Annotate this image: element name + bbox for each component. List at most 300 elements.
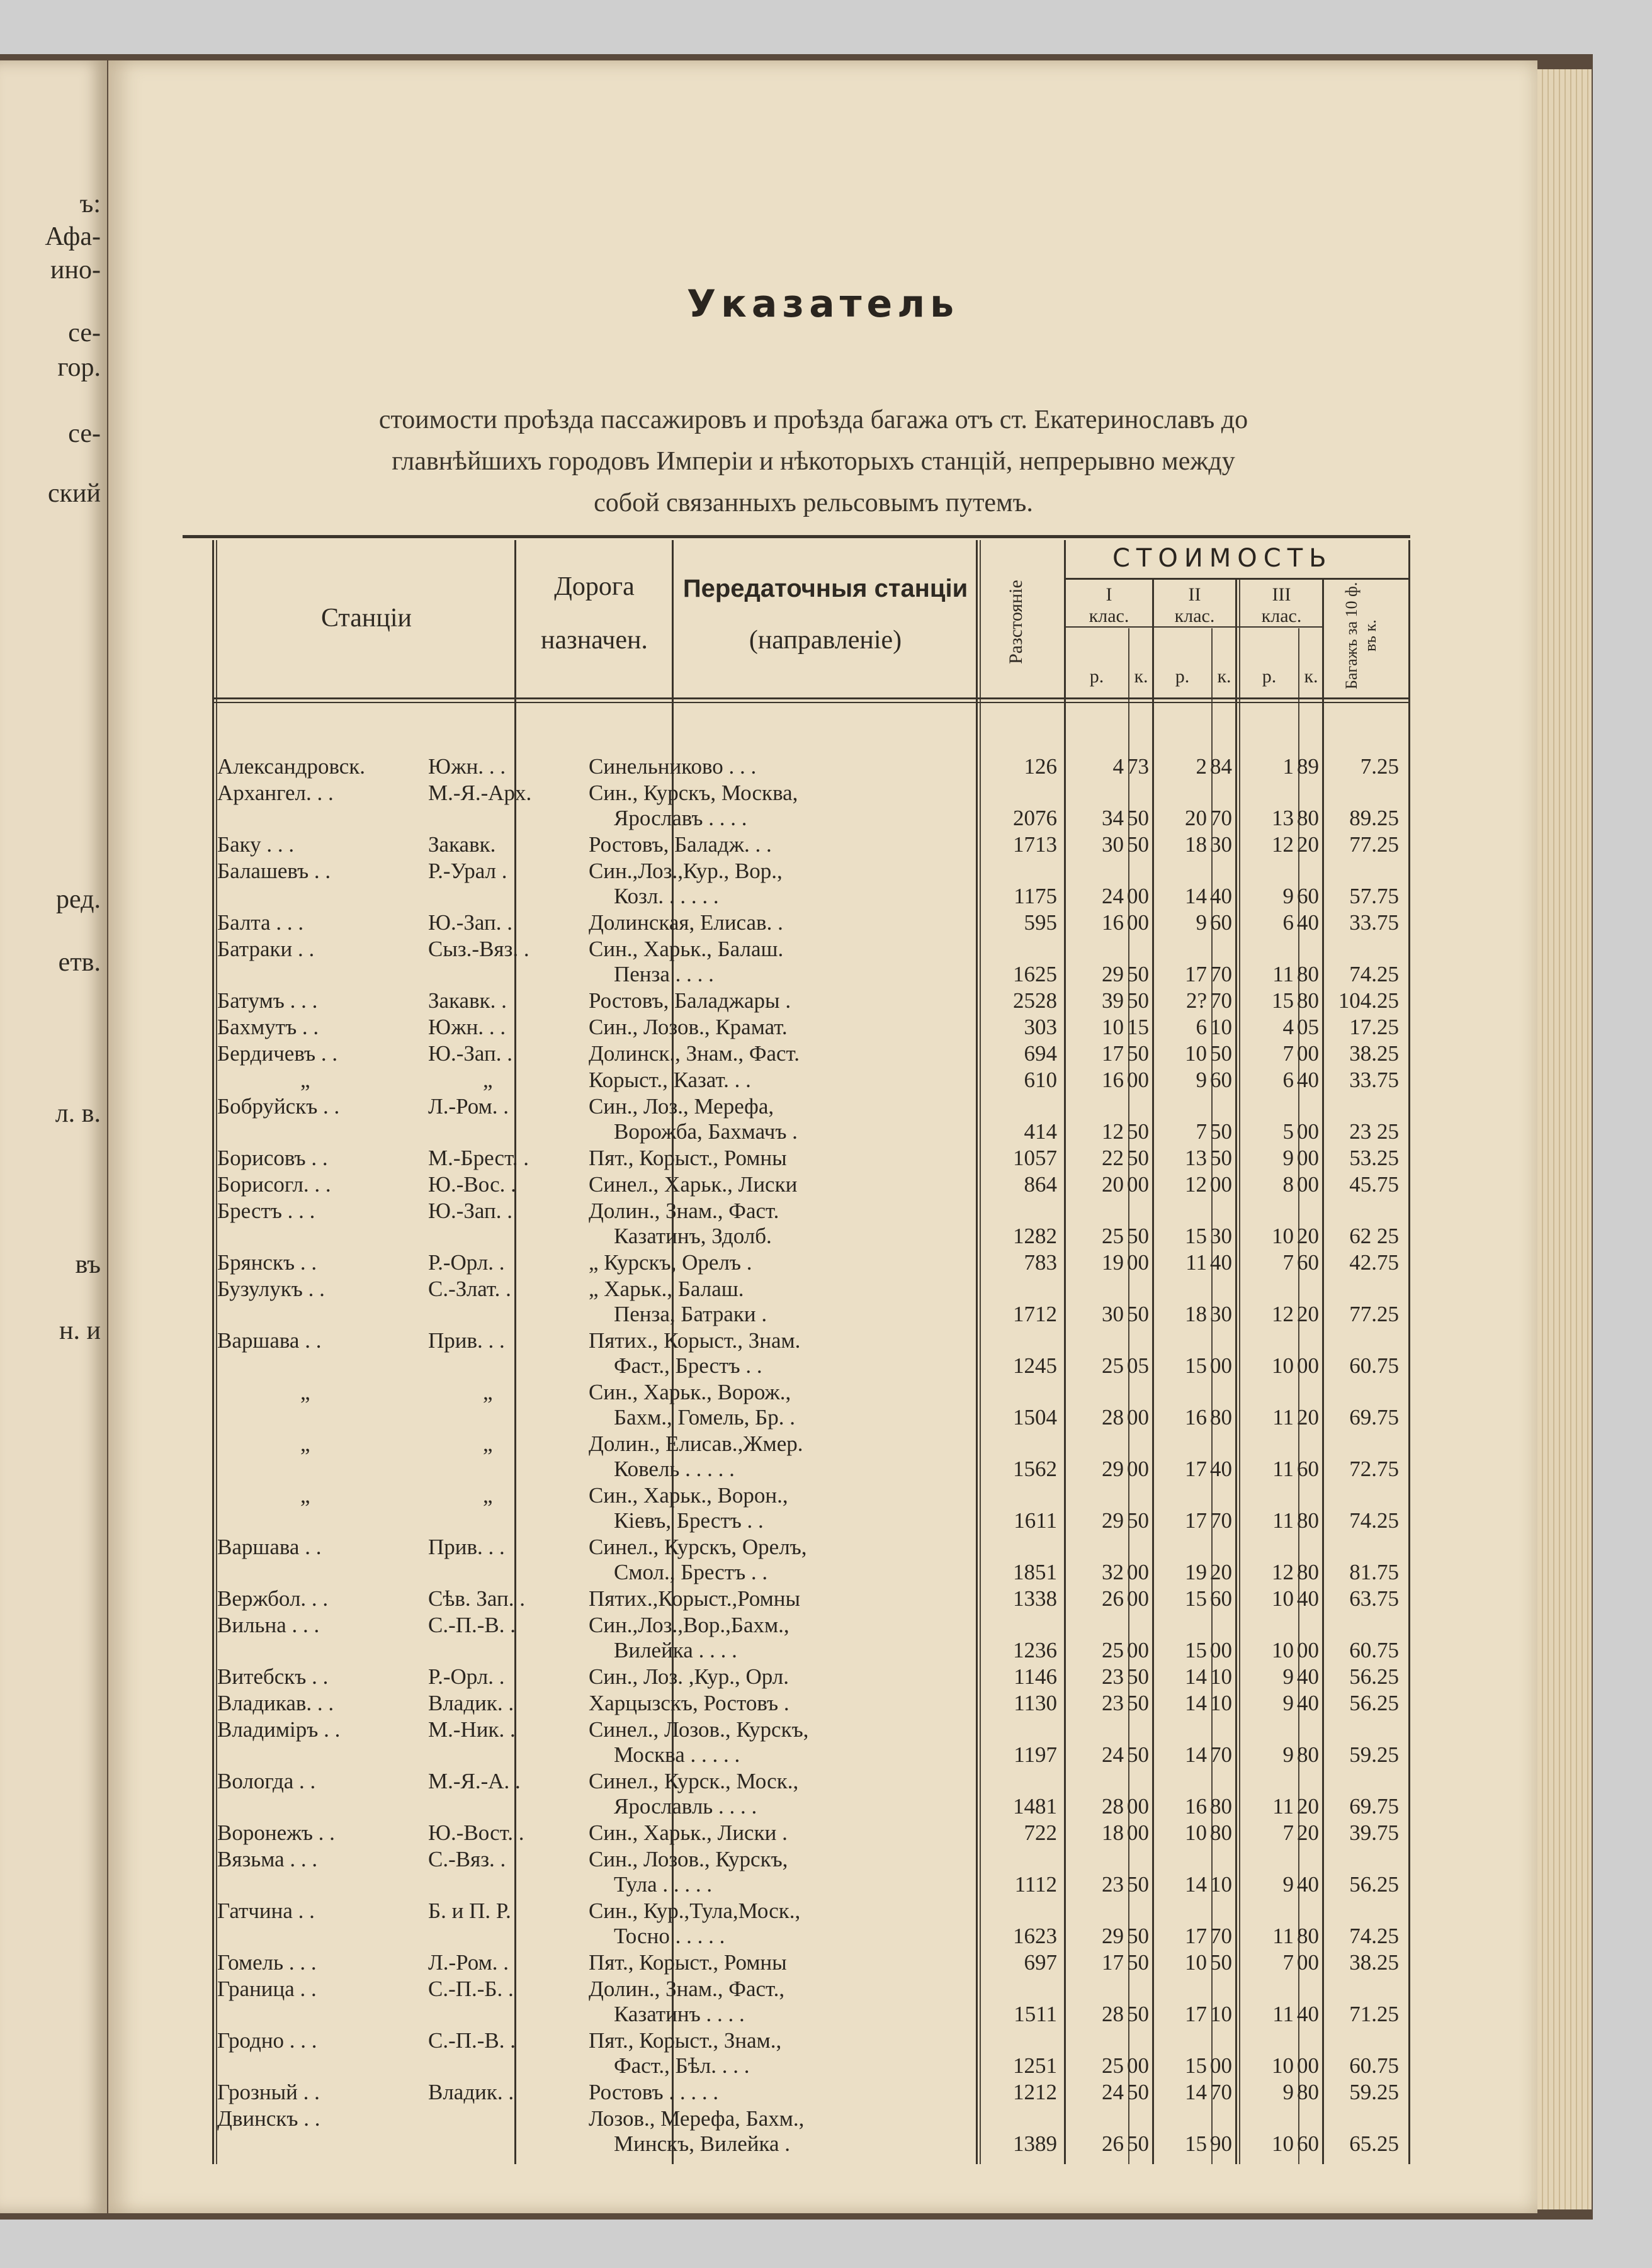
fare-c3k: 60 xyxy=(1297,1457,1319,1481)
transfer-stations: Ростовъ, Баладжары . xyxy=(589,988,791,1013)
transfer-stations: Синельниково . . . xyxy=(589,754,757,779)
fare-bag: 38.25 xyxy=(1349,1041,1399,1066)
fare-c1k: 50 xyxy=(1127,1924,1149,1948)
transfer-stations: Синел., Харьк., Лиски xyxy=(589,1172,798,1197)
fare-c1r: 28 xyxy=(1102,1405,1124,1430)
table-row xyxy=(212,988,1408,1013)
fare-bag: 69.75 xyxy=(1349,1794,1399,1819)
transfer-stations: Син., Курскъ, Москва, xyxy=(589,781,798,805)
fare-c1k: 50 xyxy=(1127,2131,1149,2156)
transfer-stations: Долин., Елисав.,Жмер. xyxy=(589,1431,803,1456)
fare-c3r: 12 xyxy=(1272,1302,1294,1326)
fare-c2k: 70 xyxy=(1210,1742,1232,1767)
transfer-stations: Син., Харьк., Балаш. xyxy=(589,937,784,961)
fare-c2k: 80 xyxy=(1210,1794,1232,1819)
fare-c1k: 00 xyxy=(1127,1405,1149,1430)
road-name: Ю.-Вост. . xyxy=(428,1820,524,1845)
fare-bag: 57.75 xyxy=(1349,884,1399,908)
fare-c1r: 29 xyxy=(1102,1457,1124,1481)
table-row xyxy=(212,1898,1408,1949)
station-name: Вологда . . xyxy=(217,1769,316,1793)
fare-c1k: 50 xyxy=(1127,1950,1149,1975)
fare-dist: 303 xyxy=(1024,1015,1057,1039)
station-name: Балта . . . xyxy=(217,910,304,935)
road-name: С.-П.-Б. . xyxy=(428,1977,514,2001)
table-row xyxy=(212,1380,1408,1430)
transfer-stations: Долин., Знам., Фаст., xyxy=(589,1977,785,2001)
station-name: Бердичевъ . . xyxy=(217,1041,338,1066)
table-row xyxy=(212,1146,1408,1171)
fare-bag: 60.75 xyxy=(1349,1638,1399,1662)
fare-bag: 77.25 xyxy=(1349,832,1399,857)
fare-c2r: 14 xyxy=(1185,1872,1207,1897)
fare-c3r: 13 xyxy=(1272,806,1294,830)
fare-dist: 1389 xyxy=(1013,2131,1057,2156)
road-name: С.-П.-В. . xyxy=(428,2028,516,2053)
fare-c3k: 00 xyxy=(1297,1950,1319,1975)
table-row xyxy=(212,937,1408,987)
fare-c3r: 9 xyxy=(1282,1691,1294,1715)
fare-c2r: 12 xyxy=(1185,1172,1207,1197)
fare-c1r: 28 xyxy=(1102,1794,1124,1819)
fare-c2r: 17 xyxy=(1185,1508,1207,1533)
transfer-stations: Козл. . . . . . xyxy=(614,884,719,908)
fare-c3r: 1 xyxy=(1282,754,1294,779)
table-row xyxy=(212,1068,1408,1093)
header-road: Дорога xyxy=(554,572,635,601)
fare-bag: 65.25 xyxy=(1349,2131,1399,2156)
fare-c1r: 10 xyxy=(1102,1015,1124,1039)
page-title: Указатель xyxy=(686,282,959,326)
transfer-stations: Пятих.,Корыст.,Ромны xyxy=(589,1586,801,1611)
fare-c2k: 50 xyxy=(1210,1146,1232,1170)
station-name: Бузулукъ . . xyxy=(217,1277,325,1301)
fare-c1r: 23 xyxy=(1102,1664,1124,1689)
fare-c3k: 00 xyxy=(1297,1353,1319,1378)
fare-c3k: 80 xyxy=(1297,1508,1319,1533)
fare-dist: 1236 xyxy=(1013,1638,1057,1662)
fare-c3r: 6 xyxy=(1282,910,1294,935)
header-rub: р. xyxy=(1089,666,1104,687)
fare-c2k: 40 xyxy=(1210,1250,1232,1275)
station-name: Брестъ . . . xyxy=(217,1199,315,1223)
fare-c1k: 50 xyxy=(1127,962,1149,986)
prev-page-text: етв. xyxy=(58,948,101,977)
fare-dist: 1338 xyxy=(1013,1586,1057,1611)
transfer-stations: Фаст., Бѣл. . . . xyxy=(614,2053,750,2078)
fare-c2r: 15 xyxy=(1185,1638,1207,1662)
station-name: Бобруйскъ . . xyxy=(217,1094,340,1119)
transfer-stations: Син., Харьк., Ворож., xyxy=(589,1380,791,1404)
fare-c2k: 70 xyxy=(1210,962,1232,986)
fare-c3r: 7 xyxy=(1282,1250,1294,1275)
fare-bag: 60.75 xyxy=(1349,2053,1399,2078)
fare-c1k: 50 xyxy=(1127,1664,1149,1689)
fare-c3r: 9 xyxy=(1282,1742,1294,1767)
prev-page-text: гор. xyxy=(57,353,101,382)
fare-c2k: 40 xyxy=(1210,884,1232,908)
fare-c3k: 40 xyxy=(1297,910,1319,935)
table-row xyxy=(212,1664,1408,1690)
fare-c1k: 50 xyxy=(1127,806,1149,830)
fare-c2r: 18 xyxy=(1185,832,1207,857)
transfer-stations: Син., Лозов., Крамат. xyxy=(589,1015,788,1039)
road-name: С.-Злат. . xyxy=(428,1277,511,1301)
fare-c2r: 11 xyxy=(1185,1250,1207,1275)
table-row xyxy=(212,1015,1408,1040)
transfer-stations: Син., Кур.,Тула,Моск., xyxy=(589,1898,801,1923)
table-row xyxy=(212,1041,1408,1066)
fare-c3r: 10 xyxy=(1272,1638,1294,1662)
fare-bag: 56.25 xyxy=(1349,1664,1399,1689)
transfer-stations: Ворожба, Бахмачъ . xyxy=(614,1119,798,1144)
station-name: Граница . . xyxy=(217,1977,317,2001)
fare-c3r: 8 xyxy=(1282,1172,1294,1197)
fare-dist: 1212 xyxy=(1013,2080,1057,2104)
fare-c1r: 19 xyxy=(1102,1250,1124,1275)
fare-c3k: 20 xyxy=(1297,1224,1319,1248)
header-cost: СТОИМОСТЬ xyxy=(1112,544,1333,573)
fare-c3k: 20 xyxy=(1297,1820,1319,1845)
fare-dist: 1175 xyxy=(1014,884,1057,908)
table-row xyxy=(212,1328,1408,1379)
fare-c1k: 00 xyxy=(1127,2053,1149,2078)
fare-c1k: 00 xyxy=(1127,1820,1149,1845)
header-road-2: назначен. xyxy=(541,626,648,655)
transfer-stations: Долинская, Елисав. . xyxy=(589,910,783,935)
fare-dist: 1057 xyxy=(1013,1146,1057,1170)
road-name: „ xyxy=(483,1431,493,1456)
fare-c2k: 70 xyxy=(1210,1508,1232,1533)
fare-c2k: 10 xyxy=(1210,1015,1232,1039)
table-row xyxy=(212,1717,1408,1768)
station-name: Воронежъ . . xyxy=(217,1820,335,1845)
fare-c1k: 00 xyxy=(1127,1794,1149,1819)
fare-dist: 694 xyxy=(1024,1041,1057,1066)
station-name: Витебскъ . . xyxy=(217,1664,329,1689)
fare-c3k: 40 xyxy=(1297,1068,1319,1092)
table-row xyxy=(212,754,1408,779)
fare-c1k: 00 xyxy=(1127,1172,1149,1197)
fare-c2r: 7 xyxy=(1196,1119,1207,1144)
fare-c3r: 11 xyxy=(1272,1924,1294,1948)
station-name: „ xyxy=(300,1380,310,1404)
fare-c1r: 23 xyxy=(1102,1872,1124,1897)
prev-page-text: н. и xyxy=(59,1316,101,1345)
road-name: С.-П.-В. . xyxy=(428,1613,516,1637)
fare-c2r: 16 xyxy=(1185,1794,1207,1819)
transfer-stations: Син., Лозов., Курскъ, xyxy=(589,1847,788,1871)
station-name: Владиміръ . . xyxy=(217,1717,341,1742)
transfer-stations: Синел., Курск., Моск., xyxy=(589,1769,799,1793)
transfer-stations: Син., Лоз., Мерефа, xyxy=(589,1094,774,1119)
fare-c3r: 11 xyxy=(1272,962,1294,986)
fare-c1k: 00 xyxy=(1127,1638,1149,1662)
fare-c2k: 00 xyxy=(1210,1172,1232,1197)
prev-page-text: се- xyxy=(68,419,101,448)
transfer-stations: Казатинъ . . . . xyxy=(614,2002,745,2026)
fare-c1r: 24 xyxy=(1102,884,1124,908)
station-name: Вержбол. . . xyxy=(217,1586,329,1611)
fare-c2r: 14 xyxy=(1185,1664,1207,1689)
prev-page-text: ъ: xyxy=(79,189,101,218)
fare-c2k: 10 xyxy=(1210,1691,1232,1715)
transfer-stations: Корыст., Казат. . . xyxy=(589,1068,751,1092)
table-row xyxy=(212,1483,1408,1533)
fare-c1r: 25 xyxy=(1102,1224,1124,1248)
fare-bag: 53.25 xyxy=(1349,1146,1399,1170)
fare-c2k: 60 xyxy=(1210,910,1232,935)
fare-c3k: 80 xyxy=(1297,2080,1319,2104)
header-class1-label: клас. xyxy=(1089,606,1129,626)
transfer-stations: Пят., Корыст., Знам., xyxy=(589,2028,782,2053)
road-name: М.-Я.-Арх. xyxy=(428,781,532,805)
transfer-stations: Ковель . . . . . xyxy=(614,1457,735,1481)
fare-c3r: 15 xyxy=(1272,988,1294,1013)
fare-c3k: 89 xyxy=(1297,754,1319,779)
fare-c2r: 10 xyxy=(1185,1820,1207,1845)
station-name: Владикав. . . xyxy=(217,1691,334,1715)
fare-c2r: 15 xyxy=(1185,1224,1207,1248)
fare-c1r: 29 xyxy=(1102,1508,1124,1533)
fare-c1r: 25 xyxy=(1102,2053,1124,2078)
fare-bag: 77.25 xyxy=(1349,1302,1399,1326)
station-name: Варшава . . xyxy=(217,1535,322,1559)
fare-c2r: 10 xyxy=(1185,1950,1207,1975)
fare-c2r: 18 xyxy=(1185,1302,1207,1326)
fare-c1r: 24 xyxy=(1102,2080,1124,2104)
station-name: Борисогл. . . xyxy=(217,1172,331,1197)
header-baggage: Багажъ за 10 ф. въ к. xyxy=(1342,582,1379,690)
table-row xyxy=(212,2028,1408,2079)
fare-c2k: 60 xyxy=(1210,1068,1232,1092)
fare-c1r: 4 xyxy=(1112,754,1124,779)
table-row xyxy=(212,1847,1408,1897)
fare-c2k: 70 xyxy=(1210,806,1232,830)
station-name: Баку . . . xyxy=(217,832,295,857)
fare-c2k: 84 xyxy=(1210,754,1232,779)
fare-dist: 697 xyxy=(1024,1950,1057,1975)
header-transfer: Передаточныя станціи xyxy=(682,575,968,602)
fare-dist: 1282 xyxy=(1013,1224,1057,1248)
fare-c2r: 14 xyxy=(1185,1742,1207,1767)
fare-c3k: 80 xyxy=(1297,1742,1319,1767)
transfer-stations: Синел., Лозов., Курскъ, xyxy=(589,1717,809,1742)
table-row xyxy=(212,1820,1408,1846)
road-name: М.-Ник. . xyxy=(428,1717,516,1742)
station-name: Гомель . . . xyxy=(217,1950,317,1975)
prev-page-text: ред. xyxy=(56,885,101,914)
fare-bag: 45.75 xyxy=(1349,1172,1399,1197)
transfer-stations: Фаст., Брестъ . . xyxy=(614,1353,762,1378)
fare-dist: 1623 xyxy=(1013,1924,1057,1948)
header-kop: к. xyxy=(1134,666,1148,687)
road-name: Л.-Ром. . xyxy=(428,1950,509,1975)
road-name: Р.-Орл. . xyxy=(428,1250,505,1275)
table-row xyxy=(212,781,1408,831)
subtitle-line: собой связанныхъ рельсовымъ путемъ. xyxy=(594,488,1033,517)
station-name: Двинскъ . . xyxy=(217,2106,320,2131)
fare-c3k: 00 xyxy=(1297,1172,1319,1197)
table-row xyxy=(212,1586,1408,1611)
fare-c2r: 17 xyxy=(1185,962,1207,986)
transfer-stations: Син., Харьк., Лиски . xyxy=(589,1820,788,1845)
fare-c1k: 50 xyxy=(1127,1742,1149,1767)
fare-c2k: 00 xyxy=(1210,2053,1232,2078)
station-name: „ xyxy=(300,1483,310,1508)
transfer-stations: Пятих., Корыст., Знам. xyxy=(589,1328,801,1353)
station-name: Александровск. xyxy=(217,754,366,779)
transfer-stations: „ Курскъ, Орелъ . xyxy=(589,1250,752,1275)
header-class3: III xyxy=(1272,584,1291,605)
fare-c1r: 20 xyxy=(1102,1172,1124,1197)
fare-c2r: 14 xyxy=(1185,1691,1207,1715)
fare-c3k: 00 xyxy=(1297,1638,1319,1662)
header-kop: к. xyxy=(1217,666,1231,687)
fare-c1k: 50 xyxy=(1127,988,1149,1013)
fare-c2r: 20 xyxy=(1185,806,1207,830)
fare-c2r: 13 xyxy=(1185,1146,1207,1170)
fare-dist: 1611 xyxy=(1014,1508,1057,1533)
fare-dist: 1146 xyxy=(1014,1664,1057,1689)
road-name: Р.-Орл. . xyxy=(428,1664,505,1689)
fare-c1k: 50 xyxy=(1127,1146,1149,1170)
fare-c1k: 50 xyxy=(1127,2002,1149,2026)
fare-c3r: 5 xyxy=(1282,1119,1294,1144)
station-name: Балашевъ . . xyxy=(217,859,331,883)
road-name: Южн. . . xyxy=(428,1015,506,1039)
fare-bag: 72.75 xyxy=(1349,1457,1399,1481)
fare-bag: 56.25 xyxy=(1349,1691,1399,1715)
road-name: Ю.-Вос. . xyxy=(428,1172,516,1197)
top-rule xyxy=(183,535,1410,538)
table-row xyxy=(212,2106,1408,2157)
prev-page-text: л. в. xyxy=(55,1099,101,1128)
prev-page-text: ский xyxy=(48,479,101,508)
fare-c1r: 39 xyxy=(1102,988,1124,1013)
fare-c3k: 60 xyxy=(1297,1250,1319,1275)
fare-bag: 23 25 xyxy=(1349,1119,1399,1144)
fare-c1r: 12 xyxy=(1102,1119,1124,1144)
fare-dist: 2076 xyxy=(1013,806,1057,830)
fare-dist: 1197 xyxy=(1014,1742,1057,1767)
transfer-stations: Вилейка . . . . xyxy=(614,1638,737,1662)
header-bottom-rule xyxy=(212,697,1408,699)
transfer-stations: Харцызскъ, Ростовъ . xyxy=(589,1691,789,1715)
fare-bag: 74.25 xyxy=(1349,962,1399,986)
transfer-stations: Ярославль . . . . xyxy=(614,1794,757,1819)
fare-c3k: 40 xyxy=(1297,1664,1319,1689)
fare-c2k: 10 xyxy=(1210,1872,1232,1897)
fare-c3r: 10 xyxy=(1272,2053,1294,2078)
prev-page-text: се- xyxy=(68,319,101,347)
fare-c3k: 40 xyxy=(1297,1586,1319,1611)
fare-c3k: 80 xyxy=(1297,1924,1319,1948)
transfer-stations: Тула . . . . . xyxy=(614,1872,713,1897)
fare-c3r: 11 xyxy=(1272,1794,1294,1819)
table-row xyxy=(212,1094,1408,1144)
road-name: М.-Брест. . xyxy=(428,1146,529,1170)
road-name: Владик. . xyxy=(428,2080,514,2104)
table-row xyxy=(212,1769,1408,1819)
fare-c1k: 00 xyxy=(1127,1457,1149,1481)
fare-c3r: 11 xyxy=(1272,1405,1294,1430)
fare-c2r: 17 xyxy=(1185,2002,1207,2026)
header-station: Станціи xyxy=(320,604,412,633)
fare-c3k: 40 xyxy=(1297,1872,1319,1897)
station-name: Грозный . . xyxy=(217,2080,320,2104)
fare-bag: 17.25 xyxy=(1349,1015,1399,1039)
road-name: Сѣв. Зап. . xyxy=(428,1586,525,1611)
fare-c1k: 50 xyxy=(1127,1872,1149,1897)
fare-c3r: 9 xyxy=(1282,884,1294,908)
transfer-stations: Бахм., Гомель, Бр. . xyxy=(614,1405,795,1430)
subtitle-line: стоимости проѣзда пассажировъ и проѣзда багажа отъ ст. Екатеринославъ до xyxy=(378,405,1248,434)
fare-c1r: 29 xyxy=(1102,1924,1124,1948)
fare-c3k: 80 xyxy=(1297,806,1319,830)
table-row xyxy=(212,1277,1408,1327)
fare-c1r: 26 xyxy=(1102,1586,1124,1611)
fare-c3r: 10 xyxy=(1272,1353,1294,1378)
fare-bag: 74.25 xyxy=(1349,1508,1399,1533)
fare-bag: 71.25 xyxy=(1349,2002,1399,2026)
fare-c3r: 7 xyxy=(1282,1041,1294,1066)
road-name: Л.-Ром. . xyxy=(428,1094,509,1119)
fare-dist: 1251 xyxy=(1013,2053,1057,2078)
fare-dist: 1511 xyxy=(1014,2002,1057,2026)
fare-c3r: 11 xyxy=(1272,1457,1294,1481)
fare-bag: 59.25 xyxy=(1349,1742,1399,1767)
table-row xyxy=(212,910,1408,935)
fare-c2k: 70 xyxy=(1210,1924,1232,1948)
fare-c3r: 12 xyxy=(1272,1560,1294,1584)
station-name: Бахмутъ . . xyxy=(217,1015,319,1039)
road-name: С.-Вяз. . xyxy=(428,1847,506,1871)
road-name: М.-Я.-А. . xyxy=(428,1769,521,1793)
fare-dist: 1481 xyxy=(1013,1794,1057,1819)
fare-c1r: 17 xyxy=(1102,1950,1124,1975)
road-name: Прив. . . xyxy=(428,1328,505,1353)
station-name: Борисовъ . . xyxy=(217,1146,328,1170)
fare-c1k: 73 xyxy=(1127,754,1149,779)
fare-c2r: 10 xyxy=(1185,1041,1207,1066)
fare-c2k: 00 xyxy=(1210,1353,1232,1378)
table-row xyxy=(212,859,1408,909)
fare-dist: 1625 xyxy=(1013,962,1057,986)
fare-c2r: 9 xyxy=(1196,1068,1207,1092)
fare-c3r: 7 xyxy=(1282,1950,1294,1975)
fare-dist: 2528 xyxy=(1013,988,1057,1013)
fare-dist: 1713 xyxy=(1013,832,1057,857)
fare-c3r: 7 xyxy=(1282,1820,1294,1845)
fare-c1k: 15 xyxy=(1127,1015,1149,1039)
fare-c3k: 80 xyxy=(1297,962,1319,986)
transfer-stations: Смол., Брестъ . . xyxy=(614,1560,768,1584)
fare-c1k: 00 xyxy=(1127,884,1149,908)
transfer-stations: Москва . . . . . xyxy=(614,1742,740,1767)
transfer-stations: Пят., Корыст., Ромны xyxy=(589,1146,787,1170)
fare-dist: 1504 xyxy=(1013,1405,1057,1430)
header-class3-label: клас. xyxy=(1261,606,1302,626)
fare-c2r: 15 xyxy=(1185,1586,1207,1611)
road-name: Ю.-Зап. . xyxy=(428,1041,512,1066)
fare-c2k: 60 xyxy=(1210,1586,1232,1611)
fare-dist: 1562 xyxy=(1013,1457,1057,1481)
fare-c3k: 80 xyxy=(1297,1560,1319,1584)
fare-c2k: 00 xyxy=(1210,1638,1232,1662)
fare-c3r: 11 xyxy=(1272,1508,1294,1533)
fare-c1r: 18 xyxy=(1102,1820,1124,1845)
